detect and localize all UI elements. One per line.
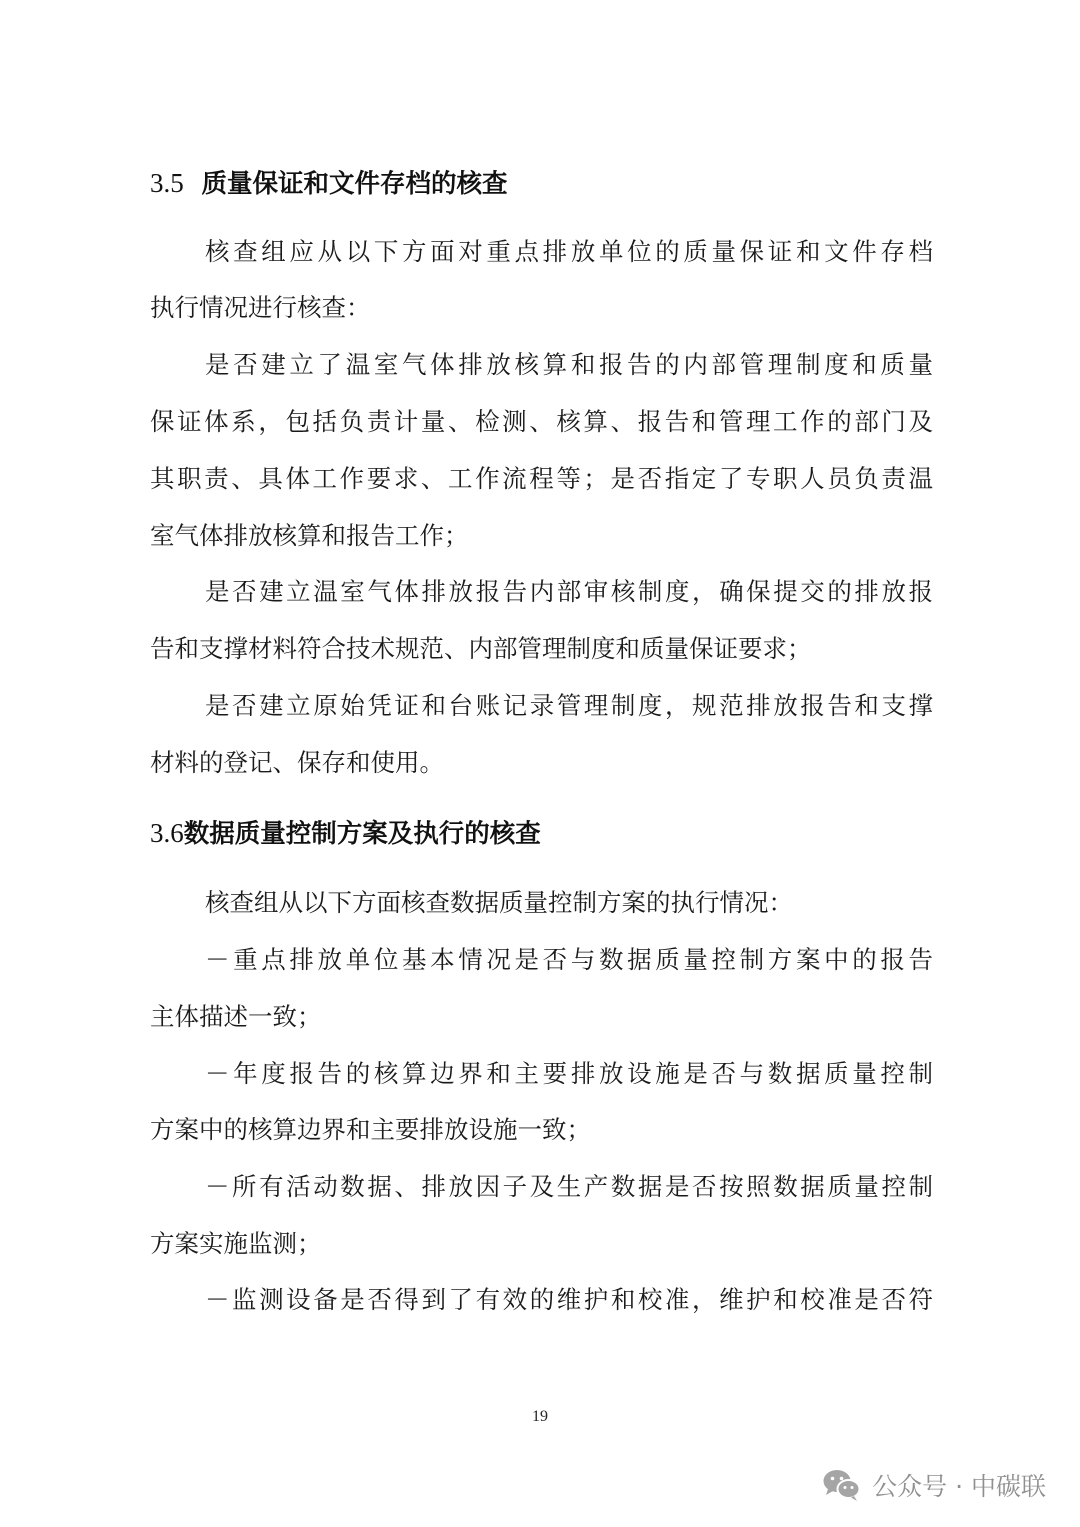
paragraph-line: 核查组应从以下方面对重点排放单位的质量保证和文件存档 (205, 237, 933, 266)
page-number: 19 (532, 1408, 548, 1425)
section-title: 数据质量控制方案及执行的核查 (183, 819, 541, 849)
bullet-line: －所有活动数据、排放因子及生产数据是否按照数据质量控制 (205, 1172, 933, 1201)
bullet-line: －年度报告的核算边界和主要排放设施是否与数据质量控制 (205, 1059, 933, 1088)
paragraph-line: 执行情况进行核查： (150, 293, 371, 322)
section-heading-3-5 (150, 166, 508, 201)
paragraph-line: 是否建立了温室气体排放核算和报告的内部管理制度和质量 (205, 350, 933, 379)
paragraph-line: 是否建立温室气体排放报告内部审核制度，确保提交的排放报 (205, 577, 933, 606)
watermark (822, 1465, 1046, 1505)
watermark-text: 公众号 · 中碳联 (872, 1472, 1046, 1501)
bullet-line: 主体描述一致； (150, 1002, 322, 1031)
wechat-icon (822, 1468, 862, 1502)
paragraph-line: 材料的登记、保存和使用。 (150, 748, 444, 777)
section-title: 质量保证和文件存档的核查 (201, 169, 508, 199)
section-number: 3.5 (150, 168, 184, 198)
paragraph-line: 室气体排放核算和报告工作； (150, 521, 469, 550)
bullet-line: 方案中的核算边界和主要排放设施一致； (150, 1115, 591, 1144)
paragraph-line: 是否建立原始凭证和台账记录管理制度，规范排放报告和支撑 (205, 691, 933, 720)
paragraph-line: 告和支撑材料符合技术规范、内部管理制度和质量保证要求； (150, 634, 812, 663)
paragraph-line: 保证体系，包括负责计量、检测、核算、报告和管理工作的部门及 (150, 407, 933, 436)
paragraph-line: 核查组从以下方面核查数据质量控制方案的执行情况： (205, 888, 793, 917)
bullet-line: －监测设备是否得到了有效的维护和校准，维护和校准是否符 (205, 1285, 933, 1314)
paragraph-line: 其职责、具体工作要求、工作流程等；是否指定了专职人员负责温 (150, 464, 933, 493)
section-heading-3-6 (150, 816, 541, 851)
section-number: 3.6 (150, 818, 184, 848)
bullet-line: 方案实施监测； (150, 1229, 322, 1258)
bullet-line: －重点排放单位基本情况是否与数据质量控制方案中的报告 (205, 945, 933, 974)
